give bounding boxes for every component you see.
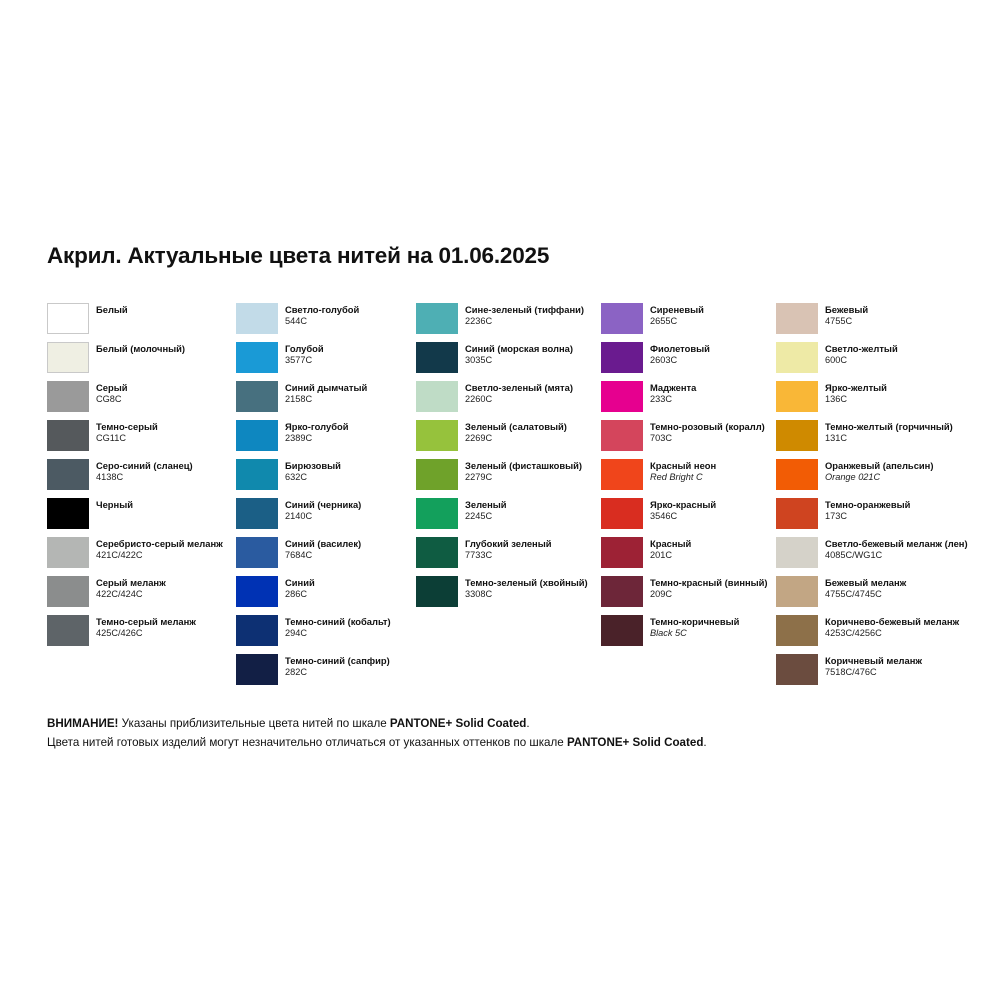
color-labels xyxy=(818,537,968,561)
color-code: 2158C xyxy=(285,393,313,404)
color-labels xyxy=(643,498,716,522)
page-title: Акрил. Актуальные цвета нитей на 01.06.2025 xyxy=(47,243,550,268)
swatch-column-5 xyxy=(776,303,968,693)
color-swatch-row xyxy=(236,654,416,693)
color-labels xyxy=(278,459,341,483)
color-code: 4138C xyxy=(96,471,124,482)
color-chip xyxy=(776,537,818,568)
attention-label: ВНИМАНИЕ! xyxy=(47,717,119,730)
color-name: Оранжевый (апельсин) xyxy=(825,460,934,471)
color-labels xyxy=(643,420,765,444)
color-labels xyxy=(818,420,953,444)
color-swatch-row xyxy=(776,420,957,459)
color-name: Бежевый xyxy=(825,304,869,315)
color-chip xyxy=(47,498,89,529)
color-labels xyxy=(643,459,716,483)
pantone-label-2: PANTONE+ Solid Coated xyxy=(566,736,704,749)
color-swatch-row xyxy=(776,381,957,420)
color-chip xyxy=(416,576,458,607)
color-code: 4755C/4745C xyxy=(825,588,882,599)
color-name: Темно-коричневый xyxy=(650,616,740,627)
color-swatch-row xyxy=(236,420,416,459)
color-code: 3546C xyxy=(650,510,678,521)
color-name: Темно-розовый (коралл) xyxy=(650,421,765,432)
color-swatch-row xyxy=(47,303,236,342)
color-swatch-row xyxy=(47,498,236,537)
color-labels xyxy=(643,615,739,639)
color-labels xyxy=(458,576,588,600)
color-chip xyxy=(236,381,278,412)
color-name: Бирюзовый xyxy=(285,460,341,471)
color-name: Темно-синий (кобальт) xyxy=(285,616,391,627)
color-name: Серый меланж xyxy=(96,577,166,588)
color-labels xyxy=(89,303,128,316)
color-chip xyxy=(47,576,89,607)
color-name: Серый xyxy=(96,382,128,393)
color-swatch-row xyxy=(776,459,957,498)
color-code: 3577C xyxy=(285,354,313,365)
color-name: Светло-бежевый меланж (лен) xyxy=(825,538,968,549)
color-chip xyxy=(416,420,458,451)
color-labels xyxy=(278,654,390,678)
color-labels xyxy=(643,342,710,366)
color-swatch-row xyxy=(601,420,776,459)
color-code: 544C xyxy=(285,315,307,326)
color-labels xyxy=(818,342,898,366)
color-swatch-row xyxy=(416,342,601,381)
color-labels xyxy=(458,381,573,405)
color-swatch-row xyxy=(601,615,776,654)
color-chip xyxy=(236,420,278,451)
color-name: Сиреневый xyxy=(650,304,704,315)
color-code: 7733C xyxy=(465,549,493,560)
color-chip xyxy=(236,537,278,568)
color-name: Синий (черника) xyxy=(285,499,362,510)
swatch-columns xyxy=(47,303,968,693)
disclaimer xyxy=(47,714,707,752)
swatch-column-2 xyxy=(236,303,416,693)
color-labels xyxy=(89,381,127,405)
swatch-column-3 xyxy=(416,303,601,693)
swatch-column-1 xyxy=(47,303,236,693)
color-name: Светло-зеленый (мята) xyxy=(465,382,573,393)
color-name: Зеленый (фисташковый) xyxy=(465,460,583,471)
color-name: Белый xyxy=(96,304,128,315)
color-chip xyxy=(236,615,278,646)
color-code: 425C/426C xyxy=(96,627,143,638)
color-swatch-row xyxy=(776,654,957,693)
disclaimer-end-2: . xyxy=(703,736,707,749)
color-chip xyxy=(47,381,89,412)
color-chip xyxy=(601,381,643,412)
color-labels xyxy=(818,615,959,639)
color-chip xyxy=(236,459,278,490)
color-name: Ярко-желтый xyxy=(825,382,887,393)
color-labels xyxy=(89,459,193,483)
color-name: Бежевый меланж xyxy=(825,577,907,588)
color-chip xyxy=(236,303,278,334)
color-swatch-row xyxy=(236,537,416,576)
color-name: Зеленый xyxy=(465,499,507,510)
color-code: 201C xyxy=(650,549,672,560)
color-swatch-row xyxy=(776,576,957,615)
color-labels xyxy=(278,537,361,561)
color-name: Красный неон xyxy=(650,460,717,471)
color-labels xyxy=(818,654,922,678)
color-code: 286C xyxy=(285,588,307,599)
color-swatch-row xyxy=(236,498,416,537)
color-swatch-row xyxy=(601,303,776,342)
color-labels xyxy=(278,303,359,327)
color-labels xyxy=(458,498,507,522)
color-name: Синий дымчатый xyxy=(285,382,368,393)
color-code: CG11C xyxy=(96,432,126,443)
color-chip xyxy=(47,420,89,451)
color-chip xyxy=(47,342,89,373)
color-name: Серо-синий (сланец) xyxy=(96,460,193,471)
color-swatch-row xyxy=(236,576,416,615)
color-code: 703C xyxy=(650,432,672,443)
color-name: Темно-красный (винный) xyxy=(650,577,768,588)
color-chip xyxy=(601,420,643,451)
disclaimer-text-2: Цвета нитей готовых изделий могут незначительно отличаться от указанных оттенков по шкале xyxy=(47,736,567,749)
color-swatch-row xyxy=(776,615,960,654)
color-code: 2269C xyxy=(465,432,493,443)
color-chip xyxy=(601,576,643,607)
color-swatch-row xyxy=(47,459,236,498)
color-code: 421C/422C xyxy=(96,549,143,560)
color-chip xyxy=(236,342,278,373)
color-code: 4253C/4256C xyxy=(825,627,882,638)
color-swatch-row xyxy=(601,537,776,576)
color-code: 632C xyxy=(285,471,307,482)
disclaimer-end-1: . xyxy=(526,717,530,730)
color-swatch-row xyxy=(776,537,968,576)
color-swatch-row xyxy=(601,459,776,498)
color-chip xyxy=(776,576,818,607)
color-labels xyxy=(89,615,196,639)
color-code: 3308C xyxy=(465,588,493,599)
color-name: Синий (василек) xyxy=(285,538,362,549)
color-labels xyxy=(458,420,567,444)
color-code: 7684C xyxy=(285,549,313,560)
color-chip xyxy=(601,459,643,490)
color-chip xyxy=(416,342,458,373)
color-name: Темно-синий (сапфир) xyxy=(285,655,390,666)
color-chip xyxy=(236,654,278,685)
color-chip xyxy=(776,498,818,529)
color-chip xyxy=(776,459,818,490)
color-code: 4085C/WG1C xyxy=(825,549,883,560)
color-name: Коричневый меланж xyxy=(825,655,923,666)
color-name: Темно-желтый (горчичный) xyxy=(825,421,953,432)
color-code: 282C xyxy=(285,666,307,677)
color-labels xyxy=(643,576,768,600)
color-labels xyxy=(278,420,348,444)
color-swatch-row xyxy=(47,576,236,615)
color-chip xyxy=(776,381,818,412)
color-swatch-row xyxy=(47,420,236,459)
color-code: 7518C/476C xyxy=(825,666,877,677)
color-swatch-row xyxy=(236,342,416,381)
swatch-column-4 xyxy=(601,303,776,693)
color-code: 209C xyxy=(650,588,672,599)
color-labels xyxy=(278,576,315,600)
color-swatch-row xyxy=(47,381,236,420)
color-swatch-row xyxy=(416,498,601,537)
color-labels xyxy=(458,342,573,366)
color-chip xyxy=(601,615,643,646)
color-labels xyxy=(818,498,910,522)
color-chip xyxy=(47,615,89,646)
color-chip xyxy=(47,303,89,334)
color-code: Black 5C xyxy=(650,627,687,638)
color-labels xyxy=(89,420,158,444)
color-chip xyxy=(236,498,278,529)
color-name: Зеленый (салатовый) xyxy=(465,421,567,432)
color-code: 2389C xyxy=(285,432,313,443)
color-name: Коричнево-бежевый меланж xyxy=(825,616,960,627)
color-swatch-row xyxy=(47,615,236,654)
color-labels xyxy=(818,459,933,483)
color-code: 2140C xyxy=(285,510,313,521)
color-code: 2279C xyxy=(465,471,493,482)
color-chip xyxy=(776,654,818,685)
color-chip xyxy=(236,576,278,607)
disclaimer-line-1 xyxy=(47,714,707,733)
color-chip xyxy=(601,537,643,568)
color-swatch-row xyxy=(601,381,776,420)
color-code: 233C xyxy=(650,393,672,404)
color-labels xyxy=(458,537,551,561)
color-name: Маджента xyxy=(650,382,697,393)
color-name: Темно-зеленый (хвойный) xyxy=(465,577,588,588)
color-labels xyxy=(89,537,223,561)
color-chip xyxy=(416,498,458,529)
color-code: Red Bright C xyxy=(650,471,703,482)
color-labels xyxy=(278,498,361,522)
color-name: Сине-зеленый (тиффани) xyxy=(465,304,585,315)
color-name: Красный xyxy=(650,538,692,549)
color-swatch-row xyxy=(47,537,236,576)
color-name: Ярко-красный xyxy=(650,499,717,510)
color-labels xyxy=(278,615,391,639)
color-labels xyxy=(818,381,887,405)
color-chip xyxy=(776,303,818,334)
color-name: Голубой xyxy=(285,343,324,354)
color-labels xyxy=(278,381,367,405)
color-name: Фиолетовый xyxy=(650,343,710,354)
color-labels xyxy=(818,576,906,600)
color-code: 2655C xyxy=(650,315,678,326)
color-code: 2236C xyxy=(465,315,493,326)
color-code: 2260C xyxy=(465,393,493,404)
color-labels xyxy=(89,342,185,355)
color-swatch-row xyxy=(601,342,776,381)
color-swatch-row xyxy=(416,537,601,576)
color-labels xyxy=(89,498,133,511)
color-chip xyxy=(416,537,458,568)
pantone-label-1: PANTONE+ Solid Coated xyxy=(389,717,527,730)
color-labels xyxy=(278,342,324,366)
color-name: Черный xyxy=(96,499,133,510)
color-swatch-row xyxy=(776,342,957,381)
color-swatch-row xyxy=(236,615,416,654)
color-swatch-row xyxy=(416,420,601,459)
color-code: 3035C xyxy=(465,354,493,365)
color-chip xyxy=(47,537,89,568)
color-code: 136C xyxy=(825,393,847,404)
color-chip xyxy=(416,303,458,334)
color-swatch-row xyxy=(776,498,957,537)
color-labels xyxy=(643,381,696,405)
color-chip xyxy=(416,381,458,412)
color-name: Синий (морская волна) xyxy=(465,343,573,354)
color-code: 600C xyxy=(825,354,847,365)
color-code: 422C/424C xyxy=(96,588,143,599)
color-chip xyxy=(776,342,818,373)
color-name: Белый (молочный) xyxy=(96,343,186,354)
color-chip xyxy=(47,459,89,490)
color-swatch-row xyxy=(236,459,416,498)
color-labels xyxy=(643,537,691,561)
color-name: Темно-серый меланж xyxy=(96,616,196,627)
color-swatch-row xyxy=(416,381,601,420)
color-code: 4755C xyxy=(825,315,853,326)
color-labels xyxy=(89,576,166,600)
color-name: Темно-оранжевый xyxy=(825,499,911,510)
color-swatch-row xyxy=(776,303,957,342)
color-code: CG8C xyxy=(96,393,122,404)
color-name: Светло-желтый xyxy=(825,343,898,354)
color-code: 131C xyxy=(825,432,847,443)
color-swatch-row xyxy=(236,381,416,420)
color-labels xyxy=(818,303,868,327)
color-labels xyxy=(458,459,582,483)
color-swatch-row xyxy=(601,498,776,537)
color-name: Глубокий зеленый xyxy=(465,538,552,549)
color-chip xyxy=(776,420,818,451)
disclaimer-text-1: Указаны приблизительные цвета нитей по шкале xyxy=(118,717,390,730)
color-code: 173C xyxy=(825,510,847,521)
color-swatch-row xyxy=(47,342,236,381)
color-chip xyxy=(776,615,818,646)
color-swatch-row xyxy=(236,303,416,342)
color-name: Ярко-голубой xyxy=(285,421,349,432)
color-chip xyxy=(601,303,643,334)
color-swatch-row xyxy=(416,576,601,615)
color-code: Orange 021C xyxy=(825,471,881,482)
disclaimer-line-2 xyxy=(47,733,707,752)
color-name: Синий xyxy=(285,577,315,588)
color-name: Серебристо-серый меланж xyxy=(96,538,223,549)
color-code: 294C xyxy=(285,627,307,638)
color-name: Темно-серый xyxy=(96,421,158,432)
color-code: 2245C xyxy=(465,510,493,521)
color-swatch-row xyxy=(416,303,601,342)
color-name: Светло-голубой xyxy=(285,304,360,315)
color-labels xyxy=(643,303,704,327)
color-chip xyxy=(601,498,643,529)
color-swatch-row xyxy=(601,576,776,615)
color-swatch-row xyxy=(416,459,601,498)
color-chip xyxy=(601,342,643,373)
color-code: 2603C xyxy=(650,354,678,365)
color-chip xyxy=(416,459,458,490)
color-labels xyxy=(458,303,584,327)
